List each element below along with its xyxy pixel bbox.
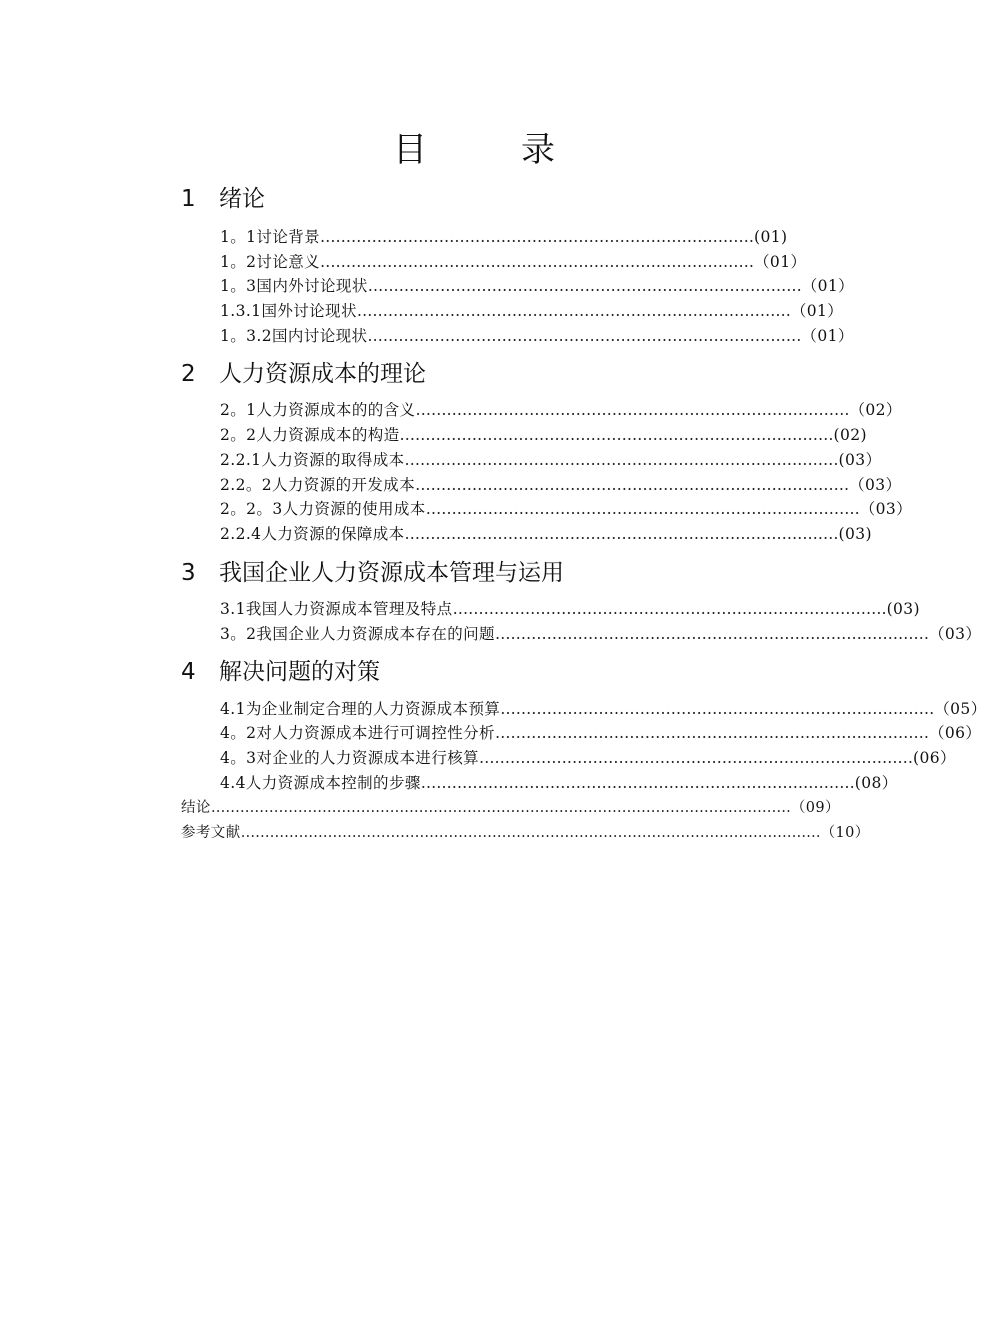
toc-entry-1-2[interactable] — [220, 250, 807, 274]
toc-entry-page: （06） — [928, 724, 982, 742]
leader-dots: ………………………………………………………………………… — [367, 277, 802, 295]
toc-title-char-1: 目 — [393, 130, 429, 170]
leader-dots: ………………………………………………………………………… — [399, 426, 834, 444]
toc-entry-label: 2。2人力资源成本的构造 — [220, 426, 400, 444]
toc-entry-page: （03） — [928, 625, 982, 643]
chapter-title: 绪论 — [219, 186, 265, 212]
chapter-number: 4 — [181, 659, 196, 685]
toc-entry-page: （03） — [859, 500, 913, 518]
toc-entry-page: (08） — [854, 774, 898, 792]
toc-entry-page: (01) — [754, 228, 788, 246]
toc-entry-1-4[interactable] — [220, 299, 844, 323]
leader-dots: ………………………………………………………………………… — [479, 749, 914, 767]
toc-entry-label: 2.2.4人力资源的保障成本 — [220, 525, 405, 543]
toc-entry-2-1[interactable] — [220, 398, 902, 422]
leader-dots: ………………………………………………………………………… — [367, 327, 802, 345]
toc-entry-page: (03) — [886, 600, 920, 618]
toc-entry-conclusion[interactable] — [181, 796, 840, 820]
toc-entry-label: 2。2。3人力资源的使用成本 — [220, 500, 426, 518]
toc-entry-page: （02） — [849, 401, 902, 419]
leader-dots: ………………………………………………………………………… — [320, 228, 755, 246]
toc-entry-label: 参考文献 — [181, 825, 241, 841]
toc-entry-1-3[interactable] — [220, 274, 855, 298]
toc-entry-4-3[interactable] — [220, 746, 956, 770]
toc-entry-1-1[interactable] — [220, 225, 788, 249]
toc-entry-label: 3.1我国人力资源成本管理及特点 — [220, 600, 453, 618]
toc-entry-page: （03） — [849, 476, 902, 494]
toc-entry-2-2[interactable] — [220, 423, 867, 447]
toc-entry-4-4[interactable] — [220, 771, 898, 795]
leader-dots: ………………………………………………………………………… — [415, 401, 850, 419]
chapter-heading-1[interactable] — [181, 183, 265, 215]
leader-dots: ………………………………………………………………………… — [452, 600, 887, 618]
chapter-title: 我国企业人力资源成本管理与运用 — [219, 560, 564, 586]
leader-dots: ………………………………………………………………………………………………………… — [210, 800, 791, 816]
toc-entry-label: 2.2。2人力资源的开发成本 — [220, 476, 416, 494]
leader-dots: ………………………………………………………………………… — [404, 451, 839, 469]
chapter-heading-3[interactable] — [181, 557, 564, 589]
chapter-number: 2 — [181, 361, 196, 387]
toc-entry-1-5[interactable] — [220, 324, 854, 348]
toc-entry-page: （05） — [934, 700, 987, 718]
toc-entry-label: 1。3国内外讨论现状 — [220, 277, 368, 295]
toc-entry-page: (03） — [838, 451, 882, 469]
toc-entry-page: （09） — [790, 800, 840, 816]
toc-entry-4-1[interactable] — [220, 697, 987, 721]
chapter-title: 解决问题的对策 — [219, 659, 380, 685]
toc-entry-page: (02) — [833, 426, 867, 444]
toc-entry-label: 1。3.2国内讨论现状 — [220, 327, 368, 345]
toc-entry-page: （01） — [801, 327, 854, 345]
leader-dots: ………………………………………………………………………… — [500, 700, 935, 718]
leader-dots: ………………………………………………………………………… — [494, 724, 929, 742]
leader-dots: ………………………………………………………………………… — [425, 500, 860, 518]
toc-entry-references[interactable] — [181, 821, 870, 845]
toc-entry-label: 结论 — [181, 800, 211, 816]
chapter-heading-2[interactable] — [181, 358, 426, 390]
toc-title — [0, 126, 950, 174]
toc-entry-2-4[interactable] — [220, 473, 902, 497]
leader-dots: ………………………………………………………………………… — [320, 253, 755, 271]
chapter-title: 人力资源成本的理论 — [219, 361, 426, 387]
toc-entry-2-3[interactable] — [220, 448, 882, 472]
chapter-number: 3 — [181, 560, 196, 586]
toc-entry-page: （01） — [801, 277, 855, 295]
leader-dots: ………………………………………………………………………… — [415, 476, 850, 494]
toc-entry-label: 4。3对企业的人力资源成本进行核算 — [220, 749, 480, 767]
toc-entry-page: （01） — [790, 302, 844, 320]
toc-entry-3-2[interactable] — [220, 622, 982, 646]
leader-dots: ………………………………………………………………………… — [404, 525, 839, 543]
toc-entry-label: 2。1人力资源成本的的含义 — [220, 401, 416, 419]
toc-title-char-2: 录 — [521, 130, 557, 170]
toc-entry-label: 4。2对人力资源成本进行可调控性分析 — [220, 724, 495, 742]
toc-entry-2-5[interactable] — [220, 497, 913, 521]
toc-entry-label: 1.3.1国外讨论现状 — [220, 302, 357, 320]
leader-dots: ………………………………………………………………………… — [494, 625, 929, 643]
toc-entry-label: 2.2.1人力资源的取得成本 — [220, 451, 405, 469]
chapter-number: 1 — [181, 186, 196, 212]
toc-entry-label: 1。2讨论意义 — [220, 253, 321, 271]
leader-dots: ………………………………………………………………………… — [420, 774, 855, 792]
toc-entry-page: (06） — [913, 749, 956, 767]
toc-entry-page: （10） — [820, 825, 870, 841]
leader-dots: ………………………………………………………………………… — [356, 302, 791, 320]
toc-entry-label: 4.4人力资源成本控制的步骤 — [220, 774, 421, 792]
toc-entry-label: 3。2我国企业人力资源成本存在的问题 — [220, 625, 495, 643]
toc-entry-3-1[interactable] — [220, 597, 920, 621]
toc-entry-page: (03) — [838, 525, 872, 543]
toc-entry-4-2[interactable] — [220, 721, 982, 745]
toc-entry-page: （01） — [754, 253, 807, 271]
leader-dots: ………………………………………………………………………………………………………… — [240, 825, 821, 841]
chapter-heading-4[interactable] — [181, 656, 380, 688]
toc-entry-label: 4.1为企业制定合理的人力资源成本预算 — [220, 700, 501, 718]
toc-entry-2-6[interactable] — [220, 522, 872, 546]
toc-entry-label: 1。1讨论背景 — [220, 228, 321, 246]
